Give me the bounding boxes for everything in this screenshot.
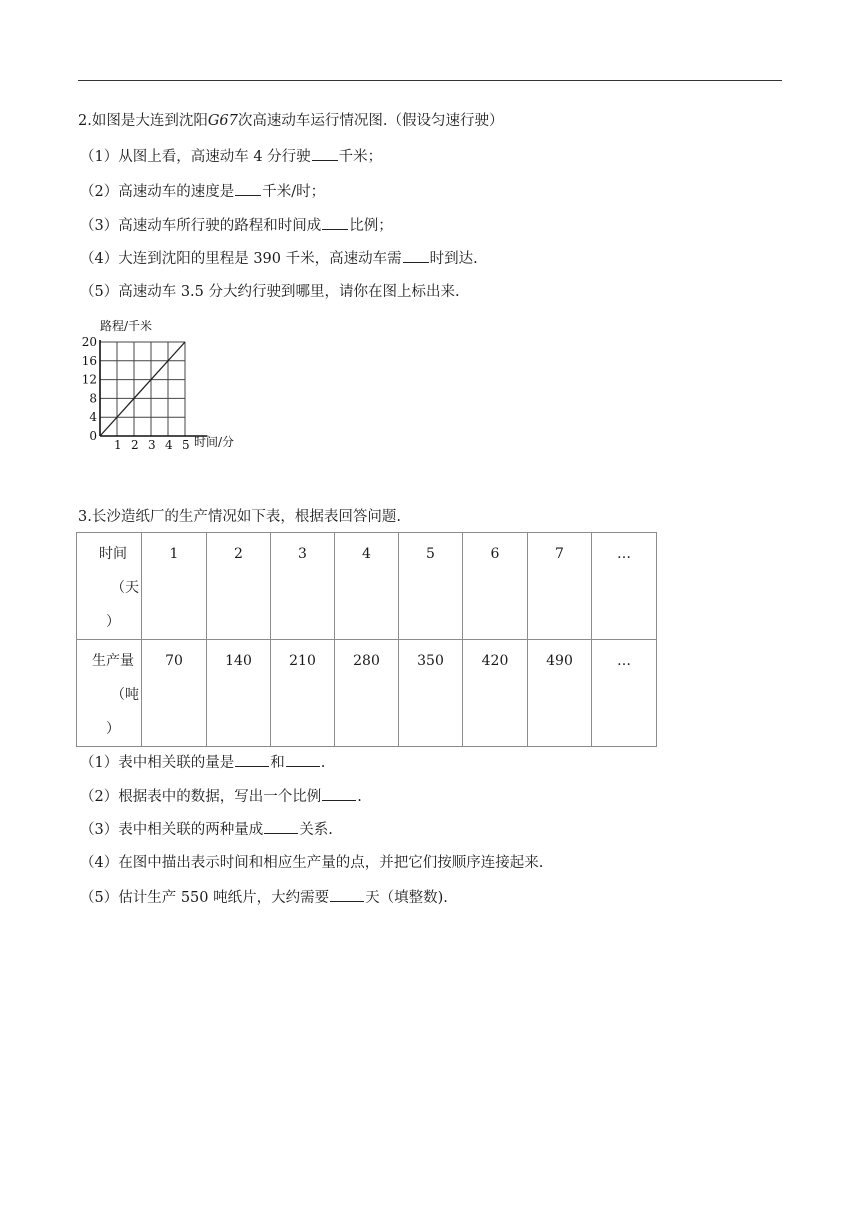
x-axis-label: 时间/分 <box>194 435 235 449</box>
tick-labels <box>82 335 190 452</box>
answer-blank[interactable] <box>235 181 261 196</box>
table-row <box>77 533 657 640</box>
x-tick-label: 1 <box>114 438 122 452</box>
production-table <box>76 532 657 747</box>
q2-item-5: （5）高速动车 3.5 分大约行驶到哪里，请你在图上标出来. <box>80 284 460 300</box>
y-tick-label: 4 <box>89 410 97 425</box>
answer-blank[interactable] <box>322 215 348 230</box>
table-cell: … <box>592 533 657 640</box>
x-tick-label: 3 <box>148 438 156 452</box>
table-cell: 490 <box>528 640 592 747</box>
series-line <box>100 342 185 436</box>
q2-item-4: （4）大连到沈阳的里程是 390 千米，高速动车需 时到达. <box>80 248 478 269</box>
table-cell: … <box>592 640 657 747</box>
q3-item-2: （2）根据表中的数据，写出一个比例 . <box>80 786 362 807</box>
answer-blank[interactable] <box>322 786 356 801</box>
series <box>100 342 185 436</box>
table-cell: 420 <box>463 640 528 747</box>
answer-blank[interactable] <box>235 752 269 767</box>
q2-title: 2.如图是大连到沈阳G67次高速动车运行情况图.（假设匀速行驶） <box>78 113 504 129</box>
table-cell: 5 <box>399 533 463 640</box>
answer-blank[interactable] <box>264 819 298 834</box>
table-cell: 210 <box>271 640 335 747</box>
x-tick-label: 2 <box>131 438 139 452</box>
y-tick-label: 8 <box>89 391 97 406</box>
table-cell: 2 <box>207 533 271 640</box>
header-rule <box>78 80 782 81</box>
q3-item-5: （5）估计生产 550 吨纸片，大约需要 天（填整数). <box>80 887 448 908</box>
table-cell: 7 <box>528 533 592 640</box>
table-cell: 140 <box>207 640 271 747</box>
table-cell: 4 <box>335 533 399 640</box>
y-tick-label: 16 <box>81 353 97 368</box>
table-cell: 350 <box>399 640 463 747</box>
table-cell: 6 <box>463 533 528 640</box>
q3-title: 3.长沙造纸厂的生产情况如下表，根据表回答问题. <box>78 509 401 525</box>
axes <box>100 340 208 436</box>
y-tick-label: 12 <box>81 372 97 387</box>
answer-blank[interactable] <box>403 248 429 263</box>
row-header-amount: 生产量 （吨 ） <box>77 640 142 747</box>
q3-item-1: （1）表中相关联的量是 和 . <box>80 752 325 773</box>
q3-item-3: （3）表中相关联的两种量成 关系. <box>80 819 333 840</box>
table-cell: 70 <box>142 640 207 747</box>
q3-item-4: （4）在图中描出表示时间和相应生产量的点，并把它们按顺序连接起来. <box>80 855 544 871</box>
x-tick-label: 5 <box>182 438 190 452</box>
y-tick-label: 20 <box>81 335 97 349</box>
y-axis-label: 路程/千米 <box>100 319 153 333</box>
x-tick-label: 4 <box>165 438 173 452</box>
table-cell: 3 <box>271 533 335 640</box>
table-cell: 1 <box>142 533 207 640</box>
q2-item-2: （2）高速动车的速度是 千米/时； <box>80 181 325 202</box>
distance-time-graph <box>81 316 254 456</box>
y-tick-label: 0 <box>89 429 97 443</box>
q2-item-3: （3）高速动车所行驶的路程和时间成 比例； <box>80 215 393 236</box>
table-cell: 280 <box>335 640 399 747</box>
q2-item-1: （1）从图上看，高速动车 4 分行驶 千米； <box>80 146 382 167</box>
answer-blank[interactable] <box>286 752 320 767</box>
answer-blank[interactable] <box>330 887 364 902</box>
table-row <box>77 640 657 747</box>
row-header-time: 时间 （天 ） <box>77 533 142 640</box>
answer-blank[interactable] <box>312 146 338 161</box>
